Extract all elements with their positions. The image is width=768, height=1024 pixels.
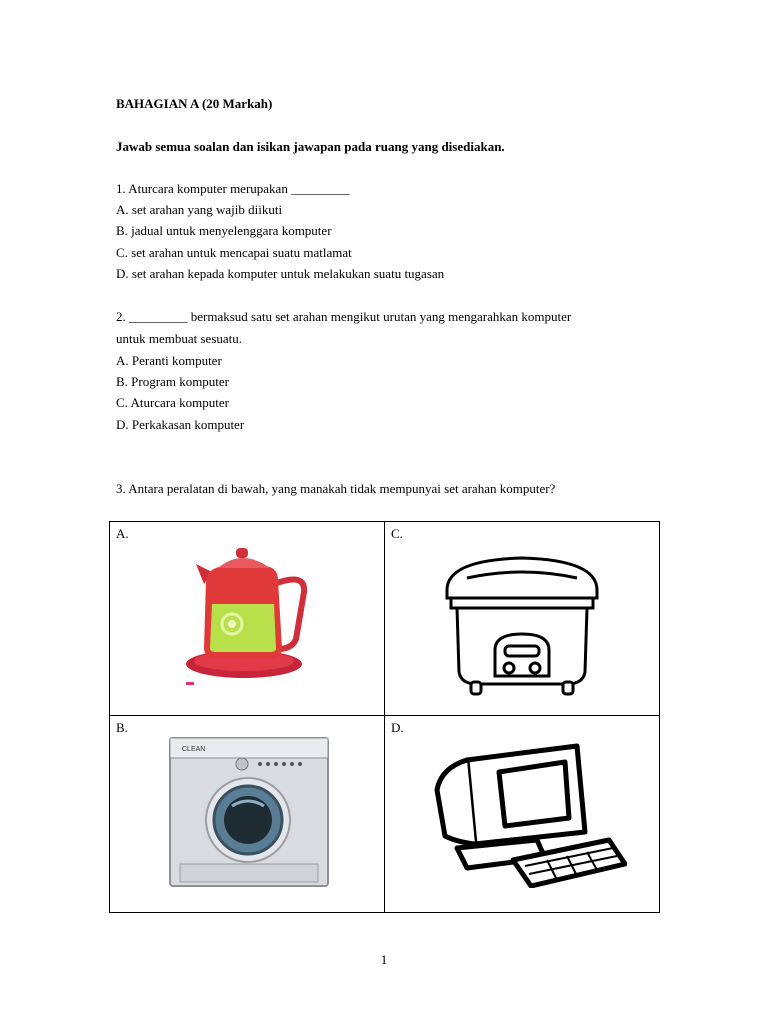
page-number: 1	[380, 952, 388, 967]
option-label-b: B.	[116, 720, 128, 735]
question-1-option-c: C. set arahan untuk mencapai suatu matlamat	[116, 245, 352, 260]
question-1-option-a: A. set arahan yang wajib diikuti	[116, 202, 283, 217]
question-2-stem-cont: untuk membuat sesuatu.	[116, 331, 243, 346]
option-label-c: C.	[391, 526, 403, 541]
option-cell-c[interactable]	[385, 522, 660, 716]
option-label-a: A.	[116, 526, 129, 541]
rice-cooker-icon	[437, 550, 607, 700]
instruction-text: Jawab semua soalan dan isikan jawapan pada ruang yang disediakan.	[116, 139, 505, 154]
kettle-icon	[178, 544, 313, 689]
question-3-stem: 3. Antara peralatan di bawah, yang manakah tidak mempunyai set arahan komputer?	[116, 481, 556, 496]
question-1-option-d: D. set arahan kepada komputer untuk melakukan suatu tugasan	[116, 266, 445, 281]
option-cell-d[interactable]	[385, 716, 660, 913]
question-1-option-b: B. jadual untuk menyelenggara komputer	[116, 223, 332, 238]
question-3-options-table	[109, 521, 660, 913]
option-label-d: D.	[391, 720, 404, 735]
option-cell-b[interactable]	[110, 716, 385, 913]
question-2-option-c: C. Aturcara komputer	[116, 395, 229, 410]
washer-brand-text: CLEAN	[182, 746, 206, 753]
question-2-option-b: B. Program komputer	[116, 374, 230, 389]
question-2-option-d: D. Perkakasan komputer	[116, 417, 245, 432]
question-2-stem: 2. _________ bermaksud satu set arahan mengikut urutan yang mengarahkan komputer	[116, 309, 572, 324]
washing-machine-icon	[168, 736, 330, 888]
question-1-stem: 1. Aturcara komputer merupakan _________	[116, 181, 350, 196]
section-title: BAHAGIAN A (20 Markah)	[116, 96, 273, 111]
question-2-option-a: A. Peranti komputer	[116, 353, 222, 368]
computer-icon	[427, 740, 627, 888]
option-cell-a[interactable]	[110, 522, 385, 716]
